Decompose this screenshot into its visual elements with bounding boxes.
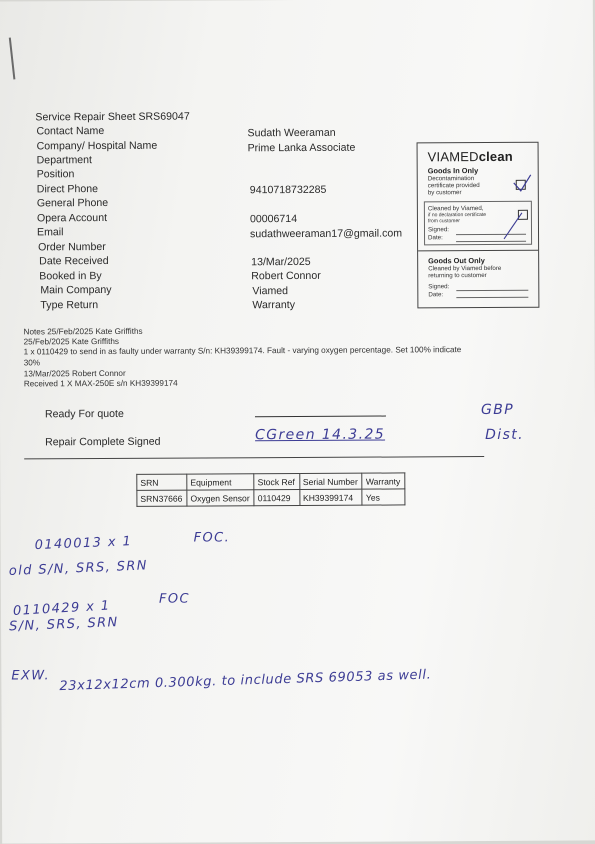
field-value: Robert Connor <box>251 269 321 283</box>
column-header: Serial Number <box>299 473 362 489</box>
box-text: Cleaned by Viamed, <box>427 205 484 213</box>
handwritten-note: S/N, SRS, SRN <box>8 615 119 635</box>
column-header: Equipment <box>187 474 254 490</box>
table-cell: Oxygen Sensor <box>187 490 254 506</box>
handwritten-tick-marks <box>418 143 539 308</box>
field-label: Direct Phone <box>36 183 99 196</box>
notes-line: 13/Mar/2025 Robert Connor <box>23 368 126 379</box>
decontamination-box <box>417 142 540 309</box>
column-header: Stock Ref <box>254 473 299 489</box>
viamed-clean-logo: VIAMEDclean <box>427 148 513 165</box>
field-value: Warranty <box>252 299 296 312</box>
field-label: Date Received <box>39 254 109 268</box>
paper-crease <box>9 38 16 80</box>
handwritten-note: 0110429 x 1 <box>12 598 111 620</box>
date-label: Date: <box>428 291 444 299</box>
field-label: General Phone <box>36 196 109 210</box>
field-value: Viamed <box>252 285 289 298</box>
field-value: Prime Lanka Associate <box>247 141 356 155</box>
box-text: by customer <box>427 189 462 197</box>
signed-label: Signed: <box>427 226 450 234</box>
equipment-table <box>136 472 405 506</box>
field-label: Contact Name <box>36 125 105 138</box>
field-value: sudathweeraman17@gmail.com <box>249 227 403 241</box>
goods-in-heading: Goods In Only <box>427 166 479 176</box>
field-label: Main Company <box>40 283 112 297</box>
column-header: SRN <box>137 474 187 490</box>
field-label: Type Return <box>40 299 99 312</box>
field-label: Booked in By <box>39 270 102 283</box>
table-header-row <box>137 473 405 490</box>
table-cell: 0110429 <box>254 489 299 505</box>
handwritten-signature: CGreen 14.3.25 <box>255 426 386 444</box>
field-label: Order Number <box>38 241 106 254</box>
column-header: Warranty <box>362 473 405 489</box>
notes-line: 30% <box>23 358 41 368</box>
handwritten-note: FOC. <box>193 530 231 546</box>
repair-complete-label: Repair Complete Signed <box>45 435 161 449</box>
box-text: Decontamination <box>427 175 475 183</box>
table-cell: Yes <box>362 489 405 505</box>
box-text: from customer <box>427 218 460 225</box>
handwritten-note: 0140013 x 1 <box>34 534 133 554</box>
field-value: Sudath Weeraman <box>247 126 336 140</box>
notes-line: Received 1 X MAX-250E s/n KH39399174 <box>23 378 178 389</box>
ready-for-quote-label: Ready For quote <box>44 407 124 421</box>
box-text: certificate provided <box>427 182 480 190</box>
handwritten-note: old S/N, SRS, SRN <box>8 558 149 579</box>
field-label: Email <box>36 226 64 239</box>
box-text: returning to customer <box>428 272 487 280</box>
box-text: Cleaned by Viamed before <box>428 264 502 273</box>
table-cell: SRN37666 <box>137 490 187 506</box>
ready-signature-line <box>255 416 386 418</box>
field-value: 9410718732285 <box>249 183 327 197</box>
field-label: Department <box>36 154 93 167</box>
goods-out-heading: Goods Out Only <box>428 256 485 266</box>
field-label: Position <box>36 168 75 181</box>
notes-line: 1 x 0110429 to send in as faulty under warranty S/n: KH39399174. Fault - varying oxygen percentage. Set 100% indicate <box>23 345 462 357</box>
table-row <box>137 489 405 506</box>
box-text: if no declaration certificate <box>427 212 487 219</box>
table-cell: KH39399174 <box>299 489 362 505</box>
handwritten-dist: Dist. <box>485 426 525 444</box>
field-label: Company/ Hospital Name <box>36 139 158 153</box>
notes-line: Notes 25/Feb/2025 Kate Griffiths <box>23 326 143 337</box>
handwritten-note: EXW. <box>11 668 51 684</box>
handwritten-note: 23x12x12cm 0.300kg. to include SRS 69053 as well. <box>59 667 432 695</box>
section-divider <box>24 456 484 459</box>
notes-line: 25/Feb/2025 Kate Griffiths <box>23 336 120 347</box>
sheet-title: Service Repair Sheet SRS69047 <box>35 110 190 124</box>
field-value: 13/Mar/2025 <box>251 255 311 269</box>
handwritten-currency: GBP <box>480 401 515 419</box>
date-label: Date: <box>428 234 443 242</box>
field-value: 00006714 <box>249 212 298 226</box>
field-label: Opera Account <box>36 211 108 225</box>
handwritten-note: FOC <box>158 591 190 607</box>
signed-label: Signed: <box>428 283 450 291</box>
